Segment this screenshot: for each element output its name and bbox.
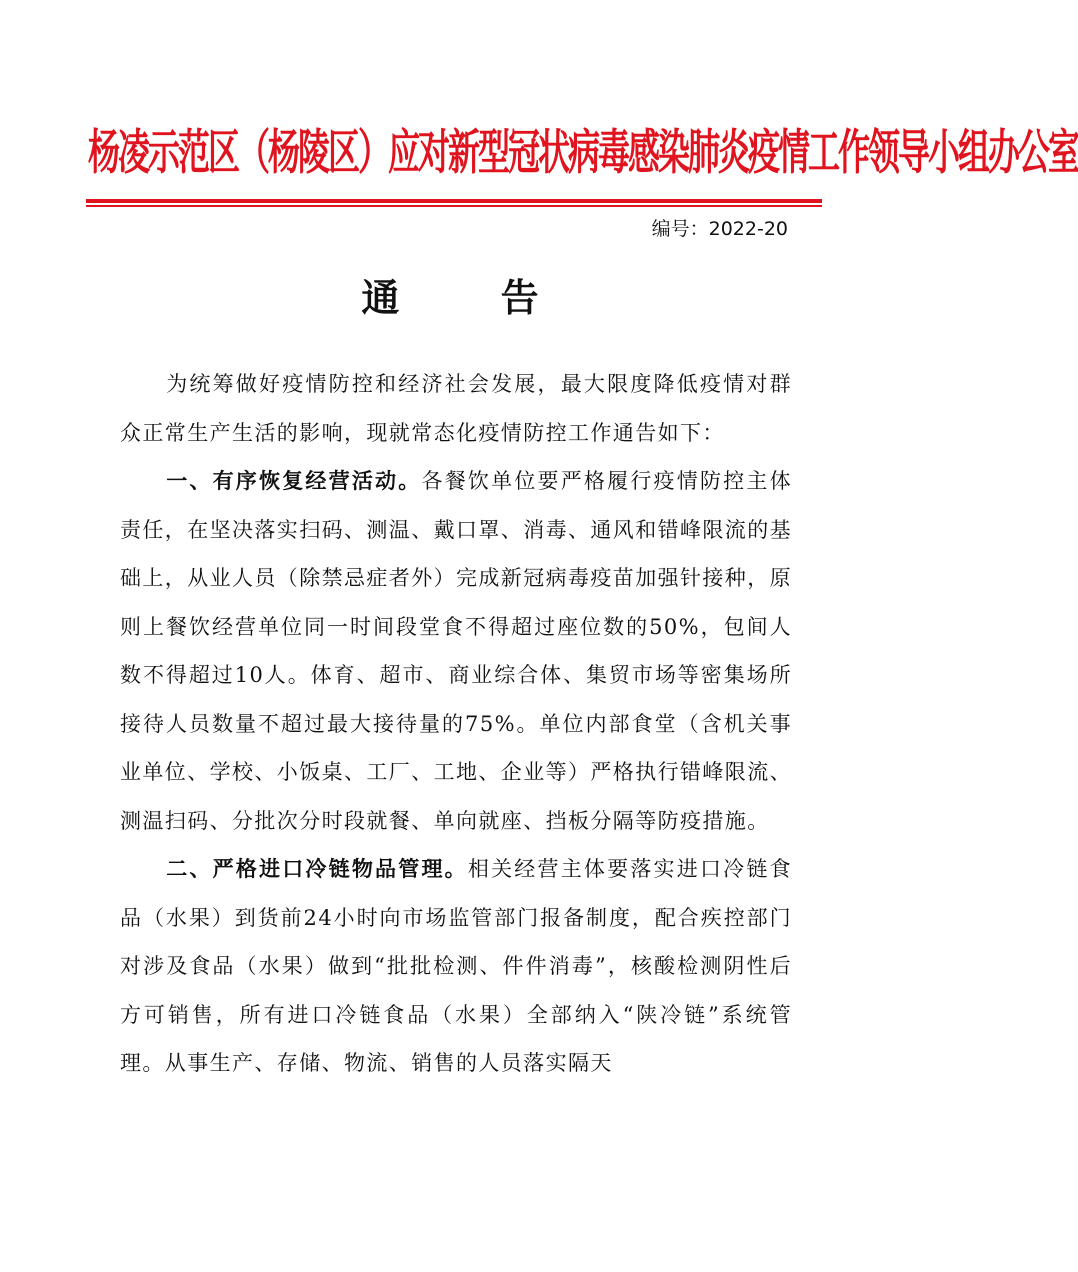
red-divider-thick — [86, 199, 822, 203]
section-heading-2: 二、严格进口冷链物品管理。 — [166, 857, 468, 881]
section-text-2: 相关经营主体要落实进口冷链食品（水果）到货前24小时向市场监管部门报备制度，配合疾控部门对涉及食品（水果）做到“批批检测、件件消毒”，核酸检测阴性后方可销售，所有进口冷链食品（水果）全部纳入“陕冷链”系统管理。从事生产、存储、物流、销售的人员落实隔天 — [120, 857, 792, 1075]
section-paragraph-1 — [120, 457, 792, 845]
document-title: 通 告 — [361, 276, 583, 320]
section-heading-1: 一、有序恢复经营活动。 — [166, 469, 422, 493]
document-number: 编号：2022-20 — [651, 218, 788, 240]
section-text-1: 各餐饮单位要严格履行疫情防控主体责任，在坚决落实扫码、测温、戴口罩、消毒、通风和错峰限流的基础上，从业人员（除禁忌症者外）完成新冠病毒疫苗加强针接种，原则上餐饮经营单位同一时间段堂食不得超过座位数的50%，包间人数不得超过10人。体育、超市、商业综合体、集贸市场等密集场所接待人员数量不超过最大接待量的75%。单位内部食堂（含机关事业单位、学校、小饭桌、工厂、工地、企业等）严格执行错峰限流、测温扫码、分批次分时段就餐、单向就座、挡板分隔等防疫措施。 — [120, 469, 792, 833]
red-divider-thin — [86, 205, 822, 207]
issuing-office-header: 杨凌示范区（杨陵区）应对新型冠状病毒感染肺炎疫情工作领导小组办公室 — [88, 123, 1078, 181]
section-paragraph-2 — [120, 845, 792, 1088]
document-body — [120, 360, 792, 1088]
intro-paragraph: 为统筹做好疫情防控和经济社会发展，最大限度降低疫情对群众正常生产生活的影响，现就常态化疫情防控工作通告如下： — [120, 372, 792, 445]
